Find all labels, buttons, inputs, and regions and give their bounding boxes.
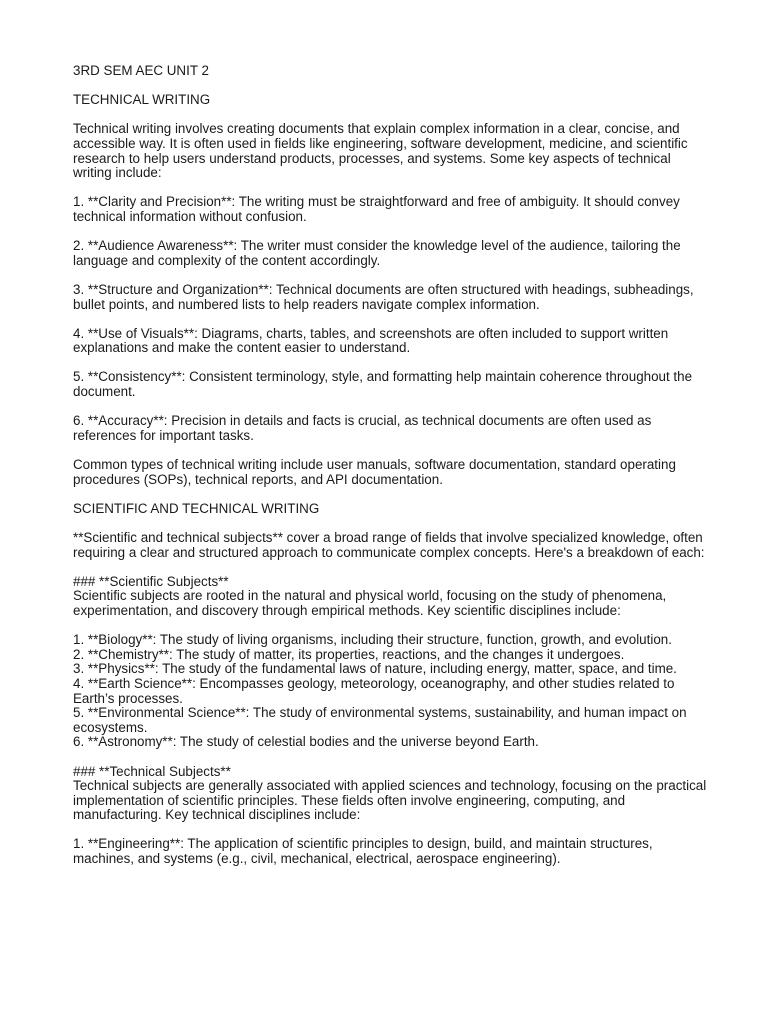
intro-paragraph: Technical writing involves creating documents that explain complex information in a clear, concise, and accessible way. It is often used in fields like engineering, software development, medicine, and scientific research to help users understand products, processes, and systems. Some key aspects of technical writing include: [73, 121, 688, 181]
scientific-list-item: 3. **Physics**: The study of the fundamental laws of nature, including energy, matter, space, and time. [73, 661, 677, 677]
document-header: 3RD SEM AEC UNIT 2 [73, 63, 209, 78]
aspect-item: 5. **Consistency**: Consistent terminology, style, and formatting help maintain coherence throughout the document. [73, 369, 693, 400]
technical-list-item: 1. **Engineering**: The application of scientific principles to design, build, and maintain structures, machines, and systems (e.g., civil, mechanical, electrical, aerospace engineering). [73, 836, 653, 867]
scientific-subjects-heading: ### **Scientific Subjects** [73, 573, 229, 589]
scientific-list-item: 5. **Environmental Science**: The study of environmental systems, sustainability, and human impact on ecosystems. [73, 705, 687, 735]
section2-intro-paragraph: **Scientific and technical subjects** cover a broad range of fields that involve specialized knowledge, often requiring a clear and structured approach to communicate complex concepts. Here's a breakdown of each: [73, 530, 705, 560]
section-title-scientific-technical: SCIENTIFIC AND TECHNICAL WRITING [73, 500, 320, 516]
scientific-list-item: 4. **Earth Science**: Encompasses geology, meteorology, oceanography, and other studies related to Earth’s processes. [73, 675, 675, 706]
aspect-item: 3. **Structure and Organization**: Technical documents are often structured with headings, subheadings, bullet points, and numbered lists to help readers navigate complex information. [73, 281, 694, 312]
scientific-list-item: 6. **Astronomy**: The study of celestial bodies and the universe beyond Earth. [73, 734, 539, 750]
aspect-item: 2. **Audience Awareness**: The writer must consider the knowledge level of the audience, tailoring the language and complexity of the content accordingly. [73, 238, 681, 268]
scientific-intro-paragraph: Scientific subjects are rooted in the natural and physical world, focusing on the study of phenomena, experimentation, and discovery through empirical methods. Key scientific disciplines include: [73, 588, 667, 618]
aspect-item: 1. **Clarity and Precision**: The writing must be straightforward and free of ambiguity. It should convey technical information without confusion. [73, 194, 680, 224]
document-page [73, 64, 713, 881]
technical-subjects-heading: ### **Technical Subjects** [73, 763, 231, 779]
section-title-technical-writing: TECHNICAL WRITING [73, 92, 211, 108]
aspect-item: 6. **Accuracy**: Precision in details and facts is crucial, as technical documents are often used as references for important tasks. [73, 413, 652, 443]
common-types-paragraph: Common types of technical writing include user manuals, software documentation, standard operating procedures (SOPs), technical reports, and API documentation. [73, 457, 676, 487]
scientific-list-item: 2. **Chemistry**: The study of matter, its properties, reactions, and the changes it undergoes. [73, 646, 625, 662]
scientific-list-item: 1. **Biology**: The study of living organisms, including their structure, function, growth, and evolution. [73, 632, 672, 648]
aspect-item: 4. **Use of Visuals**: Diagrams, charts, tables, and screenshots are often included to support written explanations and make the content easier to understand. [73, 325, 669, 356]
technical-intro-paragraph: Technical subjects are generally associated with applied sciences and technology, focusing on the practical implementation of scientific principles. These fields often involve engineering, computing, and manufacturing. Key technical disciplines include: [73, 778, 707, 823]
